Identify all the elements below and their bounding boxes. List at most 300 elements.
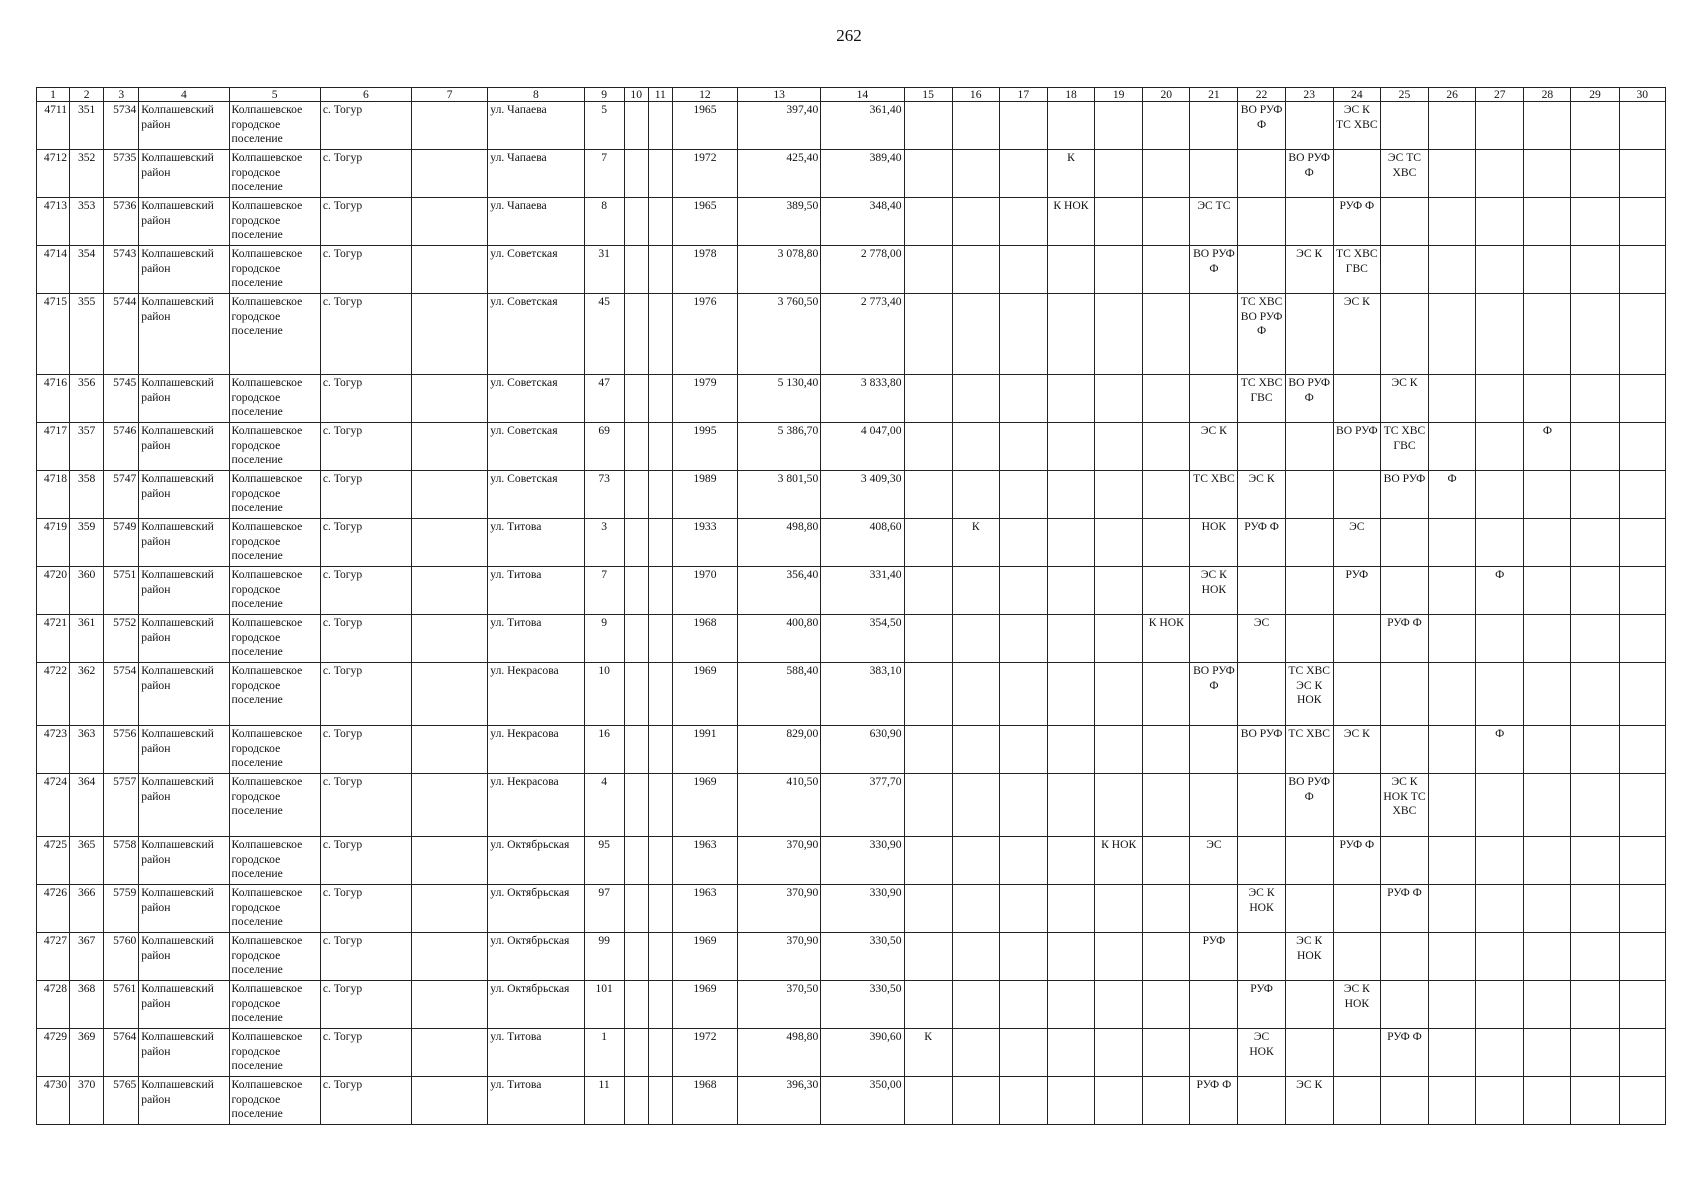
table-cell: ТС ХВС [1190, 471, 1238, 519]
table-cell: Колпашевский район [139, 471, 229, 519]
table-cell [999, 726, 1047, 774]
table-cell [952, 663, 999, 726]
table-cell [648, 1077, 672, 1125]
table-cell [1095, 1077, 1143, 1125]
table-cell [904, 615, 952, 663]
table-cell [1143, 837, 1190, 885]
table-cell [904, 375, 952, 423]
table-cell [648, 774, 672, 837]
table-cell: ЭС [1190, 837, 1238, 885]
table-cell: ЭС К [1238, 471, 1285, 519]
table-cell: 361,40 [821, 102, 904, 150]
table-cell: 1978 [672, 246, 737, 294]
table-cell [648, 567, 672, 615]
column-header: 10 [624, 88, 648, 102]
table-cell: 4714 [37, 246, 70, 294]
table-cell: Колпашевский район [139, 102, 229, 150]
table-cell [1571, 102, 1619, 150]
table-cell [1571, 423, 1619, 471]
table-cell [1095, 246, 1143, 294]
table-cell [1333, 885, 1380, 933]
table-cell: 4713 [37, 198, 70, 246]
table-cell: с. Тогур [320, 423, 411, 471]
table-cell: 356,40 [738, 567, 821, 615]
table-cell [1476, 1029, 1524, 1077]
table-cell [1285, 294, 1333, 375]
table-cell [1524, 885, 1571, 933]
table-row [37, 567, 1666, 615]
table-cell [952, 294, 999, 375]
table-cell: 352 [70, 150, 104, 198]
table-cell [1524, 246, 1571, 294]
table-cell: 1969 [672, 774, 737, 837]
table-cell [904, 774, 952, 837]
table-cell [1333, 1077, 1380, 1125]
table-cell: 45 [584, 294, 624, 375]
table-cell: Колпашевское городское поселение [229, 375, 320, 423]
table-cell [1476, 471, 1524, 519]
table-cell: ЭС [1238, 615, 1285, 663]
table-cell [1524, 198, 1571, 246]
table-cell [1047, 375, 1094, 423]
table-cell: с. Тогур [320, 933, 411, 981]
table-cell: 400,80 [738, 615, 821, 663]
table-cell [1619, 246, 1665, 294]
table-cell: 390,60 [821, 1029, 904, 1077]
table-cell: Колпашевское городское поселение [229, 774, 320, 837]
table-cell [952, 1029, 999, 1077]
table-cell [1380, 102, 1428, 150]
column-header: 1 [37, 88, 70, 102]
table-cell [1380, 837, 1428, 885]
table-cell [412, 774, 488, 837]
table-cell: 99 [584, 933, 624, 981]
table-cell [1619, 471, 1665, 519]
table-cell [1571, 774, 1619, 837]
table-cell [1619, 774, 1665, 837]
table-cell: 5735 [104, 150, 139, 198]
table-cell: ул. Чапаева [488, 102, 584, 150]
table-cell [999, 423, 1047, 471]
table-cell: Колпашевский район [139, 663, 229, 726]
table-cell [1333, 663, 1380, 726]
table-cell [1238, 567, 1285, 615]
column-header: 3 [104, 88, 139, 102]
table-cell: с. Тогур [320, 1029, 411, 1077]
table-cell: 389,50 [738, 198, 821, 246]
table-row [37, 150, 1666, 198]
table-cell: 4722 [37, 663, 70, 726]
table-cell [1571, 567, 1619, 615]
table-cell [1476, 663, 1524, 726]
table-cell [1333, 774, 1380, 837]
table-cell [412, 1029, 488, 1077]
table-row [37, 198, 1666, 246]
table-cell: Колпашевский район [139, 981, 229, 1029]
table-cell [412, 294, 488, 375]
table-cell [999, 375, 1047, 423]
table-cell [1429, 837, 1476, 885]
table-cell [624, 933, 648, 981]
table-cell: с. Тогур [320, 726, 411, 774]
table-cell: Колпашевское городское поселение [229, 246, 320, 294]
table-cell [1571, 294, 1619, 375]
table-cell: 365 [70, 837, 104, 885]
table-cell [412, 885, 488, 933]
table-cell: Ф [1476, 726, 1524, 774]
table-cell [624, 246, 648, 294]
table-cell [1238, 150, 1285, 198]
table-cell [1476, 519, 1524, 567]
table-cell: ул. Чапаева [488, 150, 584, 198]
table-cell [412, 423, 488, 471]
table-cell: Колпашевское городское поселение [229, 726, 320, 774]
table-cell: с. Тогур [320, 981, 411, 1029]
table-cell: ЭС К [1285, 246, 1333, 294]
table-row [37, 294, 1666, 375]
table-cell: 5760 [104, 933, 139, 981]
table-cell [1571, 1029, 1619, 1077]
table-cell: 47 [584, 375, 624, 423]
table-cell: 4721 [37, 615, 70, 663]
table-cell [648, 981, 672, 1029]
table-cell [1571, 615, 1619, 663]
table-cell: НОК [1190, 519, 1238, 567]
table-cell [904, 423, 952, 471]
table-cell [1095, 471, 1143, 519]
table-cell: 3 801,50 [738, 471, 821, 519]
table-cell [999, 1029, 1047, 1077]
table-cell [999, 885, 1047, 933]
table-cell [1285, 837, 1333, 885]
table-cell [412, 198, 488, 246]
table-cell [1047, 1029, 1094, 1077]
table-cell [952, 726, 999, 774]
table-cell [1190, 885, 1238, 933]
table-cell [904, 150, 952, 198]
table-cell [952, 150, 999, 198]
table-cell: ЭС ТС [1190, 198, 1238, 246]
table-cell [1190, 1029, 1238, 1077]
table-cell [1429, 423, 1476, 471]
column-header: 9 [584, 88, 624, 102]
table-cell: Колпашевское городское поселение [229, 519, 320, 567]
table-cell [1285, 981, 1333, 1029]
table-cell [1619, 519, 1665, 567]
table-cell [1619, 885, 1665, 933]
column-number-row [37, 88, 1666, 102]
table-cell [1047, 423, 1094, 471]
table-cell: 5 [584, 102, 624, 150]
table-cell [624, 471, 648, 519]
table-cell: ВО РУФ Ф [1285, 774, 1333, 837]
table-cell [624, 981, 648, 1029]
table-cell [1476, 294, 1524, 375]
table-cell: ЭС К НОК [1333, 981, 1380, 1029]
table-cell [1047, 774, 1094, 837]
table-cell: Колпашевский район [139, 837, 229, 885]
table-cell [1619, 726, 1665, 774]
table-cell [1476, 774, 1524, 837]
table-cell: 5747 [104, 471, 139, 519]
table-cell [1047, 726, 1094, 774]
table-cell: Колпашевское городское поселение [229, 102, 320, 150]
table-cell: 5749 [104, 519, 139, 567]
column-header: 19 [1095, 88, 1143, 102]
table-cell [952, 567, 999, 615]
table-cell: с. Тогур [320, 663, 411, 726]
table-cell: ЭС [1333, 519, 1380, 567]
table-cell [1571, 150, 1619, 198]
table-cell [1095, 1029, 1143, 1077]
table-cell: ул. Октябрьская [488, 933, 584, 981]
table-cell [999, 519, 1047, 567]
column-header: 6 [320, 88, 411, 102]
table-cell [1571, 981, 1619, 1029]
table-cell: с. Тогур [320, 150, 411, 198]
table-cell: ВО РУФ [1380, 471, 1428, 519]
table-cell: с. Тогур [320, 102, 411, 150]
table-cell: 97 [584, 885, 624, 933]
table-cell [1524, 567, 1571, 615]
table-cell: Ф [1476, 567, 1524, 615]
table-cell: РУФ Ф [1333, 198, 1380, 246]
table-cell [904, 663, 952, 726]
table-cell: 354 [70, 246, 104, 294]
table-cell: 369 [70, 1029, 104, 1077]
table-cell: 1933 [672, 519, 737, 567]
table-cell [1619, 423, 1665, 471]
table-cell: ул. Титова [488, 615, 584, 663]
table-cell [1095, 150, 1143, 198]
table-cell: РУФ Ф [1380, 885, 1428, 933]
table-cell [1476, 933, 1524, 981]
table-cell [624, 615, 648, 663]
table-cell: Колпашевский район [139, 1077, 229, 1125]
table-cell: 5756 [104, 726, 139, 774]
table-cell [904, 933, 952, 981]
table-cell: Колпашевский район [139, 885, 229, 933]
column-header: 12 [672, 88, 737, 102]
column-header: 21 [1190, 88, 1238, 102]
table-cell: 383,10 [821, 663, 904, 726]
table-cell: К [904, 1029, 952, 1077]
table-cell: 410,50 [738, 774, 821, 837]
table-cell [1476, 375, 1524, 423]
table-cell [1524, 1029, 1571, 1077]
table-cell: 4730 [37, 1077, 70, 1125]
table-cell: 425,40 [738, 150, 821, 198]
table-cell: 5757 [104, 774, 139, 837]
table-cell [1333, 150, 1380, 198]
table-cell [1524, 1077, 1571, 1125]
table-cell: 1965 [672, 102, 737, 150]
table-cell [412, 837, 488, 885]
table-cell: 354,50 [821, 615, 904, 663]
table-cell: 358 [70, 471, 104, 519]
table-cell: с. Тогур [320, 519, 411, 567]
table-cell [1285, 198, 1333, 246]
table-cell [1476, 198, 1524, 246]
table-cell [999, 294, 1047, 375]
table-cell [1285, 423, 1333, 471]
table-cell [412, 246, 488, 294]
table-cell: Колпашевский район [139, 246, 229, 294]
table-cell [1429, 981, 1476, 1029]
table-cell [624, 567, 648, 615]
table-cell: Колпашевский район [139, 567, 229, 615]
table-cell: ЭС НОК [1238, 1029, 1285, 1077]
table-cell: ул. Титова [488, 1077, 584, 1125]
table-cell [1190, 150, 1238, 198]
table-cell [1619, 1077, 1665, 1125]
table-cell: 370 [70, 1077, 104, 1125]
table-cell: Колпашевское городское поселение [229, 150, 320, 198]
table-cell: 5746 [104, 423, 139, 471]
table-cell: Колпашевский район [139, 1029, 229, 1077]
table-cell [999, 102, 1047, 150]
table-cell: 366 [70, 885, 104, 933]
table-cell: 362 [70, 663, 104, 726]
table-cell: 5754 [104, 663, 139, 726]
table-cell: 7 [584, 150, 624, 198]
table-cell [952, 885, 999, 933]
table-cell: 5765 [104, 1077, 139, 1125]
table-cell [1429, 885, 1476, 933]
table-cell [1190, 726, 1238, 774]
table-cell: 364 [70, 774, 104, 837]
table-cell: 1969 [672, 981, 737, 1029]
table-cell: ул. Некрасова [488, 663, 584, 726]
table-cell [999, 981, 1047, 1029]
table-cell [904, 198, 952, 246]
table-cell [1429, 102, 1476, 150]
table-cell: ЭС К НОК [1238, 885, 1285, 933]
table-cell: ТС ХВС ЭС К НОК [1285, 663, 1333, 726]
table-cell [1429, 1029, 1476, 1077]
table-cell [1238, 663, 1285, 726]
table-cell [1095, 294, 1143, 375]
table-cell [1524, 519, 1571, 567]
table-cell: ул. Титова [488, 519, 584, 567]
table-cell [1380, 933, 1428, 981]
table-cell [1143, 567, 1190, 615]
table-cell: 355 [70, 294, 104, 375]
table-cell: Колпашевский район [139, 726, 229, 774]
table-cell: РУФ Ф [1380, 1029, 1428, 1077]
table-cell: 5752 [104, 615, 139, 663]
table-row [37, 1029, 1666, 1077]
table-cell [1047, 933, 1094, 981]
table-cell [624, 294, 648, 375]
table-cell [648, 726, 672, 774]
table-row [37, 375, 1666, 423]
table-cell: с. Тогур [320, 567, 411, 615]
table-cell: Колпашевский район [139, 519, 229, 567]
table-cell: 1972 [672, 150, 737, 198]
column-header: 4 [139, 88, 229, 102]
table-cell: Колпашевское городское поселение [229, 615, 320, 663]
table-cell: 377,70 [821, 774, 904, 837]
housing-register-table [36, 87, 1666, 1125]
table-cell: 370,50 [738, 981, 821, 1029]
column-header: 8 [488, 88, 584, 102]
table-cell: 95 [584, 837, 624, 885]
table-cell: 4711 [37, 102, 70, 150]
column-header: 15 [904, 88, 952, 102]
table-cell [904, 246, 952, 294]
table-cell: ЭС К [1333, 294, 1380, 375]
table-cell [904, 981, 952, 1029]
table-cell [1190, 102, 1238, 150]
table-cell [1619, 1029, 1665, 1077]
table-cell [412, 519, 488, 567]
table-cell: 4728 [37, 981, 70, 1029]
table-cell [624, 198, 648, 246]
table-cell [999, 1077, 1047, 1125]
table-cell [624, 423, 648, 471]
table-cell [624, 837, 648, 885]
table-cell [1380, 726, 1428, 774]
table-cell: 630,90 [821, 726, 904, 774]
table-cell: 1968 [672, 1077, 737, 1125]
table-cell: ВО РУФ Ф [1190, 246, 1238, 294]
table-cell: 370,90 [738, 933, 821, 981]
table-cell: 4726 [37, 885, 70, 933]
table-cell: 5745 [104, 375, 139, 423]
table-row [37, 933, 1666, 981]
table-cell [904, 837, 952, 885]
table-cell [1571, 246, 1619, 294]
table-cell [1333, 471, 1380, 519]
table-cell: ЭС К [1380, 375, 1428, 423]
table-cell [1333, 615, 1380, 663]
table-cell [1143, 423, 1190, 471]
table-cell [1524, 102, 1571, 150]
table-cell: К [952, 519, 999, 567]
table-cell: РУФ [1238, 981, 1285, 1029]
table-cell [1429, 726, 1476, 774]
table-cell [624, 885, 648, 933]
table-cell: 370,90 [738, 837, 821, 885]
table-cell [1047, 615, 1094, 663]
table-cell: ВО РУФ [1238, 726, 1285, 774]
table-cell: К НОК [1047, 198, 1094, 246]
table-cell [1571, 471, 1619, 519]
table-cell: 4729 [37, 1029, 70, 1077]
table-cell [1047, 885, 1094, 933]
table-cell [1619, 615, 1665, 663]
table-cell: 4 047,00 [821, 423, 904, 471]
table-cell [1285, 567, 1333, 615]
table-cell [1047, 102, 1094, 150]
table-cell: 5759 [104, 885, 139, 933]
table-cell [1143, 774, 1190, 837]
table-cell: 5736 [104, 198, 139, 246]
table-cell: 1995 [672, 423, 737, 471]
table-cell: 1963 [672, 837, 737, 885]
table-cell [1429, 150, 1476, 198]
table-cell [1429, 375, 1476, 423]
table-cell: 8 [584, 198, 624, 246]
table-cell [1619, 837, 1665, 885]
table-cell [1476, 423, 1524, 471]
table-cell [1619, 933, 1665, 981]
table-cell: 3 409,30 [821, 471, 904, 519]
table-cell [1429, 294, 1476, 375]
table-cell [1476, 885, 1524, 933]
column-header: 2 [70, 88, 104, 102]
